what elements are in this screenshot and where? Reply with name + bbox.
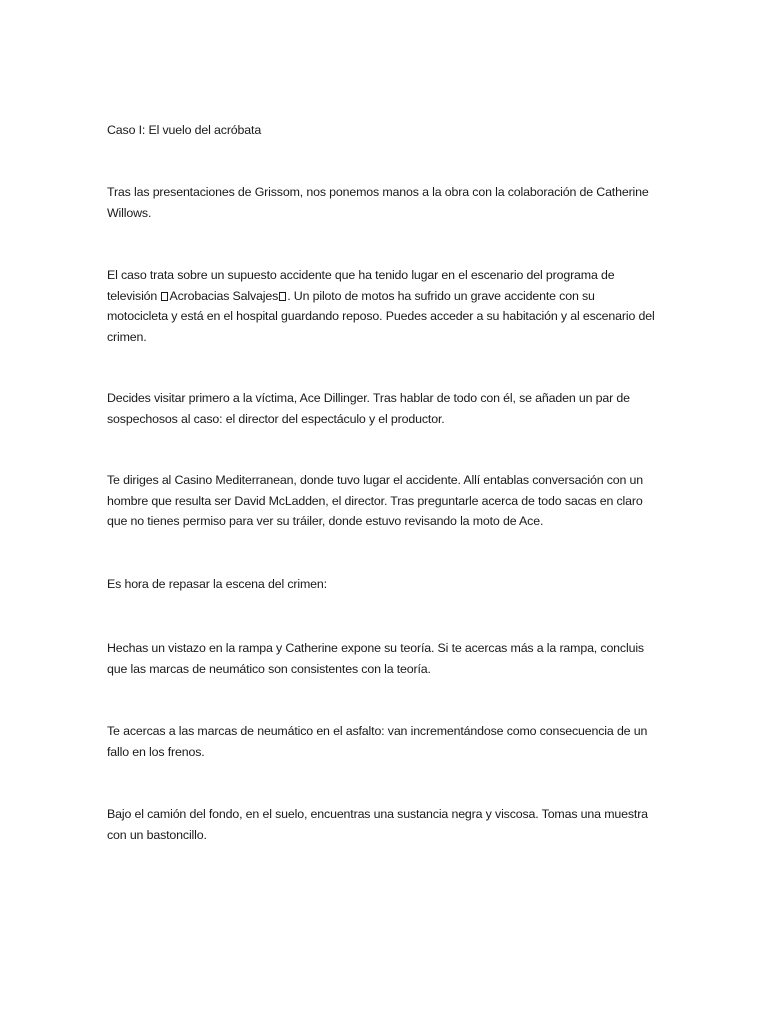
paragraph-victim-visit: Decides visitar primero a la víctima, Ace Dillinger. Tras hablar de todo con él, se añaden un par de sospechosos al caso: el director del espectáculo y el productor. [107,391,630,426]
paragraph-case-line1: El caso trata sobre un supuesto accidente que ha tenido lugar en el escenario del programa de [107,268,615,282]
paragraph-truck-substance: Bajo el camión del fondo, en el suelo, encuentras una sustancia negra y viscosa. Tomas una muestra con un bastoncillo. [107,807,648,842]
missing-glyph-close-quote [279,292,286,301]
paragraph-intro: Tras las presentaciones de Grissom, nos ponemos manos a la obra con la colaboración de Catherine Willows. [107,185,649,220]
paragraph-case-tv-label: televisión [107,288,161,303]
paragraph-crime-scene-intro: Es hora de repasar la escena del crimen: [107,577,327,591]
paragraph-ramp: Hechas un vistazo en la rampa y Catherine expone su teoría. Si te acercas más a la rampa, concluis que las marcas de neumático son consistentes con la teoría. [107,641,644,676]
missing-glyph-open-quote [161,292,168,301]
paragraph-case-show-name: Acrobacias Salvajes [169,288,279,303]
paragraph-case-rest: . Un piloto de motos ha sufrido un grave accidente con su motocicleta y está en el hospital guardando reposo. Puedes acceder a su habitación y al escenario del crimen. [107,288,655,344]
paragraph-case-description [107,265,655,347]
paragraph-tire-marks: Te acercas a las marcas de neumático en el asfalto: van incrementándose como consecuencia de un fallo en los frenos. [107,724,648,759]
paragraph-casino: Te diriges al Casino Mediterranean, donde tuvo lugar el accidente. Allí entablas conversación con un hombre que resulta ser David McLadden, el director. Tras preguntarle acerca de todo sacas en claro que no tienes permiso para ver su tráiler, donde estuvo revisando la moto de Ace. [107,473,644,528]
document-title: Caso I: El vuelo del acróbata [107,123,262,137]
